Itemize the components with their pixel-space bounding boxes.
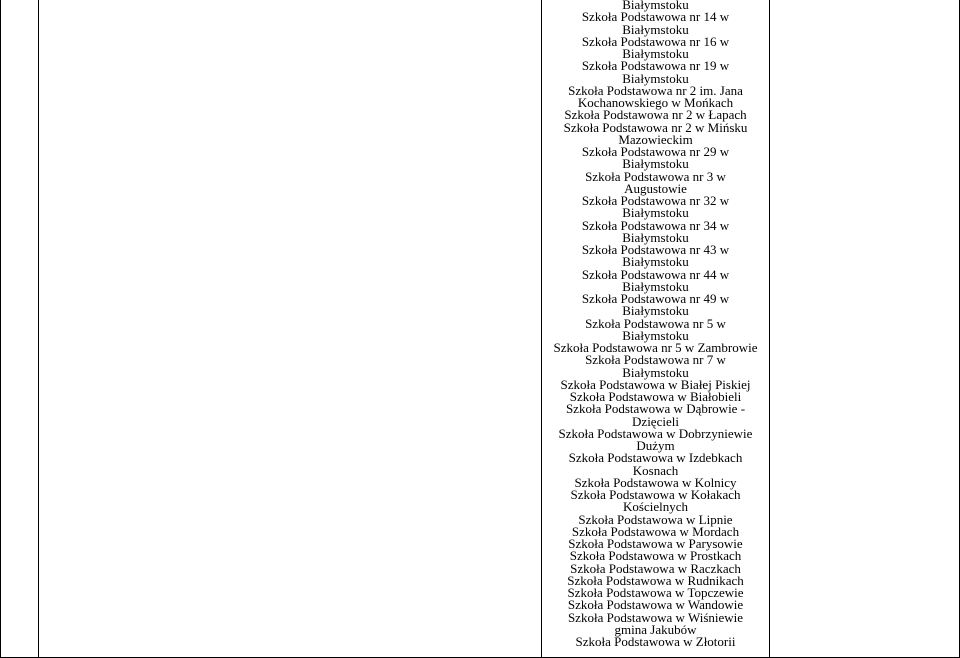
school-list-entry: Szkoła Podstawowa nr 5 w bbox=[585, 315, 726, 331]
school-list-entry: Szkoła Podstawowa nr 49 w bbox=[581, 291, 730, 306]
school-list-entry: Szkoła Podstawowa nr 16 w bbox=[581, 33, 730, 49]
table-row bbox=[1, 0, 960, 658]
school-list-entry: Białymstoku bbox=[622, 278, 689, 294]
school-list-entry: Białymstoku bbox=[622, 364, 689, 380]
school-list-entry: Szkoła Podstawowa nr 29 w bbox=[581, 144, 730, 159]
school-list-entry: Dzięcieli bbox=[632, 413, 679, 429]
school-list-entry: Kosnach bbox=[632, 462, 679, 478]
school-list-entry: Szkoła Podstawowa nr 5 w Zambrowie bbox=[553, 340, 758, 355]
table-cell-empty-right bbox=[770, 0, 960, 658]
school-list-entry: Szkoła Podstawowa nr 7 w bbox=[585, 352, 726, 368]
school-list-entry: Białymstoku bbox=[622, 156, 689, 172]
school-list-entry: Białymstoku bbox=[622, 46, 689, 61]
table-cell-empty bbox=[39, 0, 542, 658]
school-list-entry: Szkoła Podstawowa w Izdebkach bbox=[568, 450, 743, 466]
school-list-entry: Szkoła Podstawowa nr 3 w bbox=[585, 168, 726, 184]
school-list-entry: Mazowieckim bbox=[618, 131, 693, 147]
school-list-cell bbox=[542, 0, 770, 658]
school-list-entry: Szkoła Podstawowa w Dąbrowie - bbox=[565, 401, 746, 417]
school-list-entry: Białymstoku bbox=[622, 229, 689, 245]
school-list-entry: Dużym bbox=[636, 438, 675, 453]
school-list-entry: Szkoła Podstawowa w Parysowie bbox=[568, 536, 743, 551]
school-list-entry: Szkoła Podstawowa nr 19 w bbox=[581, 58, 730, 74]
school-list bbox=[542, 0, 769, 648]
school-list-entry: Białymstoku bbox=[622, 0, 689, 12]
school-list-entry: Białymstoku bbox=[622, 327, 689, 343]
school-list-entry: Szkoła Podstawowa w Białej Piskiej bbox=[560, 376, 751, 392]
school-list-entry: Szkoła Podstawowa w Lipnie bbox=[578, 511, 733, 527]
table-cell-index bbox=[1, 0, 39, 658]
school-list-entry: Szkoła Podstawowa w Rudnikach bbox=[567, 572, 744, 588]
school-list-entry: Białymstoku bbox=[622, 21, 689, 37]
school-list-entry: Kościelnych bbox=[623, 499, 688, 515]
school-list-entry: Szkoła Podstawowa w Białobieli bbox=[569, 389, 742, 404]
school-list-entry: Szkoła Podstawowa w Kołakach bbox=[570, 487, 741, 502]
school-list-entry: Szkoła Podstawowa nr 2 w Mińsku bbox=[563, 119, 748, 135]
school-list-entry: Szkoła Podstawowa nr 32 w bbox=[581, 193, 730, 208]
school-list-entry: Szkoła Podstawowa w Kolnicy bbox=[574, 474, 737, 490]
school-list-entry: Szkoła Podstawowa w Wandowie bbox=[567, 597, 744, 613]
school-list-entry: Szkoła Podstawowa nr 14 w bbox=[581, 9, 730, 25]
school-list-entry: Szkoła Podstawowa w Złotorii bbox=[575, 634, 736, 649]
school-list-entry: Białymstoku bbox=[622, 70, 689, 86]
school-list-entry: Augustowie bbox=[624, 180, 687, 196]
school-list-entry: Szkoła Podstawowa nr 2 w Łapach bbox=[564, 107, 747, 123]
school-list-entry: Szkoła Podstawowa w Dobrzyniewie bbox=[558, 425, 753, 441]
school-list-entry: Szkoła Podstawowa w Raczkach bbox=[570, 560, 741, 576]
school-list-entry: Szkoła Podstawowa nr 34 w bbox=[581, 217, 730, 233]
school-list-entry: Kochanowskiego w Mońkach bbox=[577, 95, 734, 110]
school-list-entry: Białymstoku bbox=[622, 205, 689, 221]
school-list-entry: Szkoła Podstawowa w Wiśniewie bbox=[567, 609, 744, 625]
school-list-entry: Szkoła Podstawowa w Topczewie bbox=[567, 585, 744, 600]
school-list-entry: Białymstoku bbox=[622, 254, 689, 270]
school-list-entry: gmina Jakubów bbox=[614, 621, 697, 637]
school-list-entry: Białymstoku bbox=[622, 303, 689, 319]
school-list-entry: Szkoła Podstawowa nr 44 w bbox=[581, 266, 730, 282]
school-list-entry: Szkoła Podstawowa w Prostkach bbox=[569, 548, 742, 564]
school-list-entry: Szkoła Podstawowa nr 2 im. Jana bbox=[568, 82, 743, 98]
school-list-entry: Szkoła Podstawowa nr 43 w bbox=[581, 242, 730, 257]
school-list-entry: Szkoła Podstawowa w Mordach bbox=[571, 523, 740, 539]
